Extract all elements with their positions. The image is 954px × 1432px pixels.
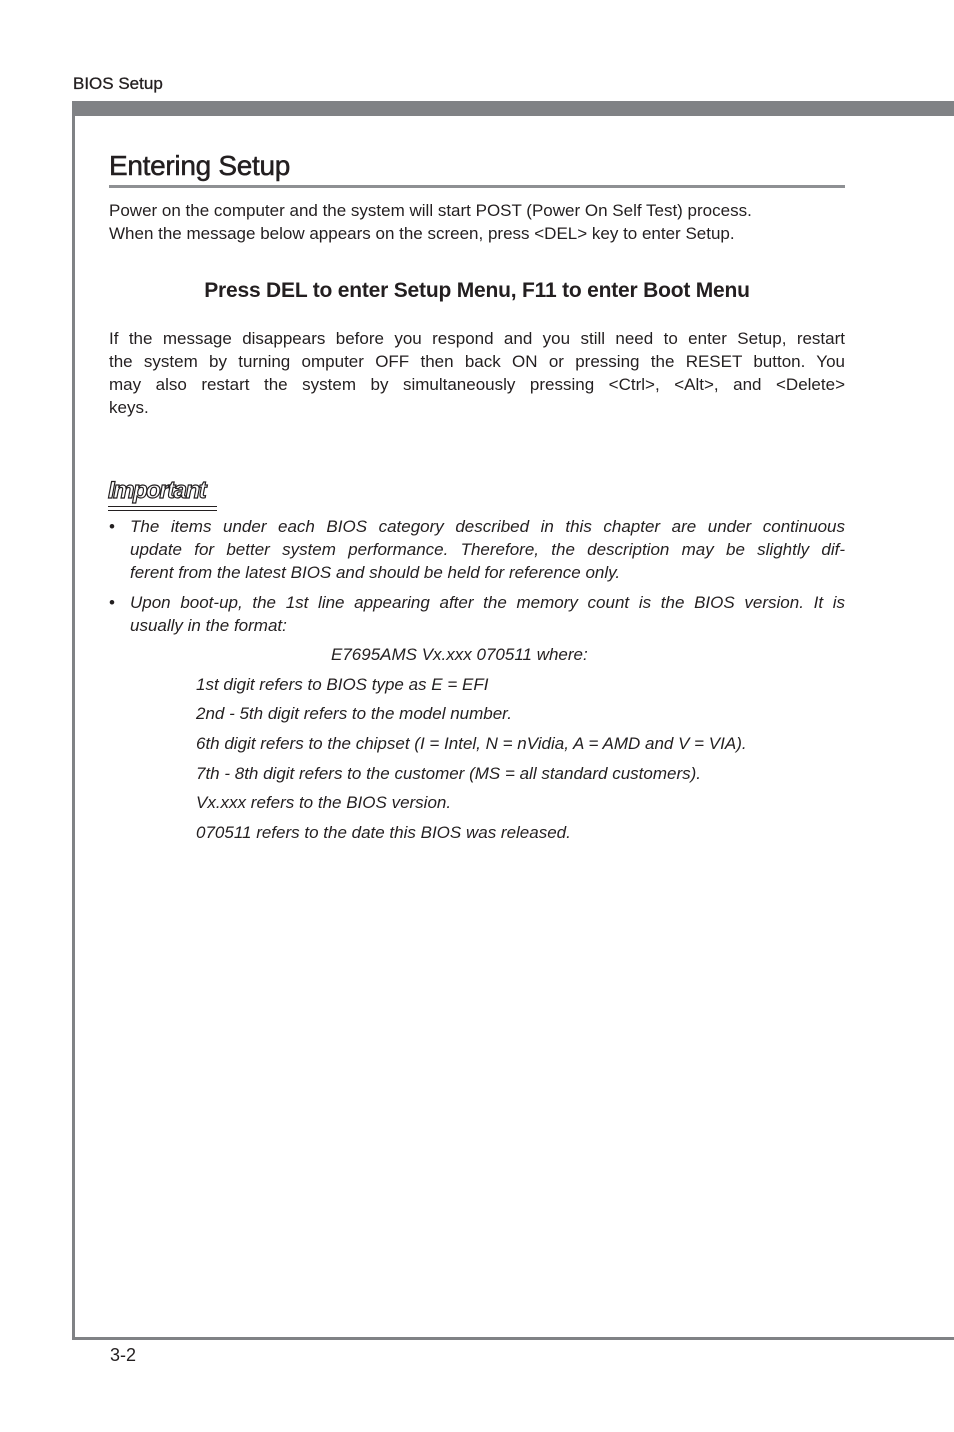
bullet-line: ferent from the latest BIOS and should be held for reference only. [130,563,621,582]
restart-paragraph [109,327,845,419]
format-detail: 2nd - 5th digit refers to the model number. [196,704,512,723]
format-detail: 070511 refers to the date this BIOS was released. [196,823,571,842]
format-detail: 1st digit refers to BIOS type as E = EFI [196,675,489,694]
page-title: Entering Setup [109,150,291,181]
bios-format-example: E7695AMS Vx.xxx 070511 where: [331,645,588,664]
bullet-line: update for better system performance. Therefore, the description may be slightly dif- [130,540,845,559]
intro-paragraph [109,199,845,245]
important-heading: Important [108,477,206,504]
bullet-text [130,515,845,584]
intro-line: When the message below appears on the screen, press <DEL> key to enter Setup. [109,224,735,243]
intro-line: Power on the computer and the system will start POST (Power On Self Test) process. [109,201,752,220]
format-detail: Vx.xxx refers to the BIOS version. [196,793,452,812]
page-number: 3-2 [110,1345,137,1365]
important-bullet [109,591,845,637]
bullet-line: usually in the format: [130,616,287,635]
format-detail: 6th digit refers to the chipset (I = Intel, N = nVidia, A = AMD and V = VIA). [196,734,747,753]
restart-line: keys. [109,398,149,417]
footer-rule [72,1337,954,1340]
del-key-message: Press DEL to enter Setup Menu, F11 to enter Boot Menu [204,279,750,302]
format-detail: 7th - 8th digit refers to the customer (MS = all standard customers). [196,764,702,783]
important-bullet [109,515,845,584]
bullet-icon: • [109,517,115,536]
bullet-text [130,591,845,637]
bullet-icon: • [109,593,115,612]
running-header: BIOS Setup [73,74,163,93]
header-bar [73,101,954,116]
bullet-line: Upon boot-up, the 1st line appearing after the memory count is the BIOS version. It is [130,593,845,612]
important-underline [108,506,217,511]
restart-line: the system by turning omputer OFF then back ON or pressing the RESET button. You [109,352,845,371]
restart-line: If the message disappears before you respond and you still need to enter Setup, restart [109,329,845,348]
restart-line: may also restart the system by simultaneously pressing <Ctrl>, <Alt>, and <Delete> [109,375,845,394]
bullet-line: The items under each BIOS category described in this chapter are under continuous [130,517,845,536]
title-underline [109,185,845,188]
left-margin-rule [72,101,75,1340]
